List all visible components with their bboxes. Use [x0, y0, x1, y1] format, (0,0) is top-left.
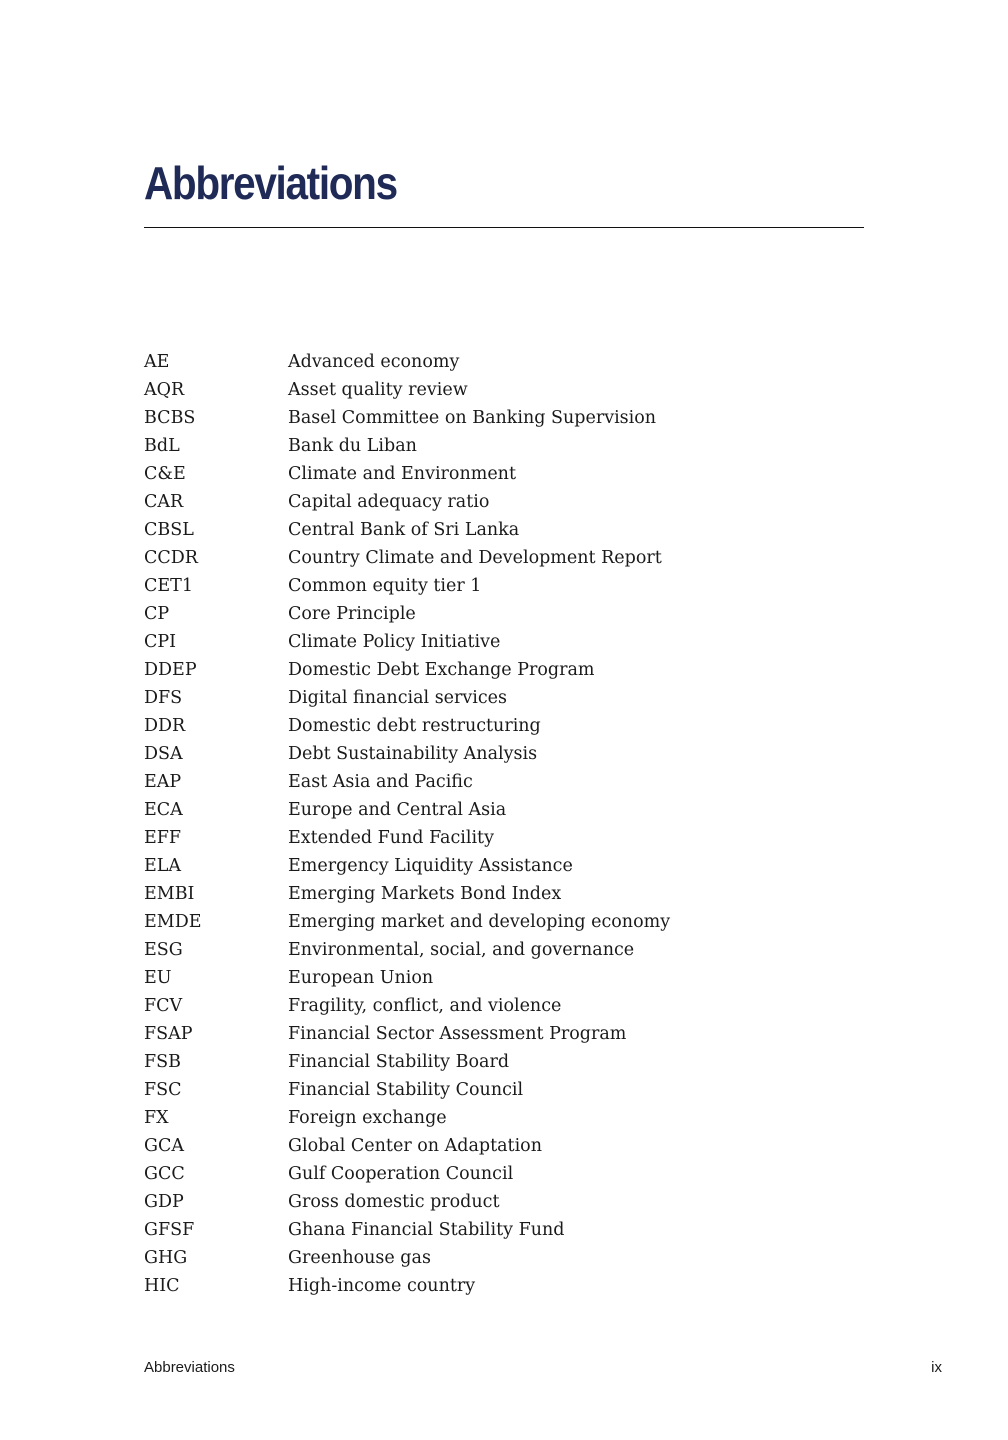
abbreviation-meaning: Capital adequacy ratio	[288, 492, 490, 512]
abbreviation-code: DSA	[144, 744, 183, 764]
page-title: Abbreviations	[144, 157, 397, 209]
abbreviation-code: GCA	[144, 1136, 185, 1156]
abbreviation-row	[144, 516, 864, 544]
abbreviation-row	[144, 824, 864, 852]
abbreviation-code: FSAP	[144, 1024, 193, 1044]
abbreviation-row	[144, 880, 864, 908]
abbreviation-meaning: Emergency Liquidity Assistance	[288, 856, 573, 876]
abbreviation-code: HIC	[144, 1276, 180, 1296]
abbreviation-row	[144, 348, 864, 376]
abbreviation-code: FCV	[144, 996, 183, 1016]
abbreviation-meaning: Extended Fund Facility	[288, 828, 494, 848]
abbreviation-code: GDP	[144, 1192, 184, 1212]
abbreviation-code: FSB	[144, 1052, 181, 1072]
abbreviation-meaning: Asset quality review	[288, 380, 468, 400]
abbreviation-row	[144, 376, 864, 404]
abbreviation-code: DDEP	[144, 660, 197, 680]
abbreviation-meaning: Digital financial services	[288, 688, 508, 708]
abbreviation-row	[144, 1076, 864, 1104]
abbreviation-meaning: Domestic debt restructuring	[288, 716, 541, 736]
abbreviation-code: CP	[144, 604, 170, 624]
abbreviation-meaning: Common equity tier 1	[288, 576, 482, 596]
title-divider	[144, 227, 864, 228]
abbreviation-row	[144, 460, 864, 488]
abbreviation-row	[144, 1188, 864, 1216]
abbreviation-code: C&E	[144, 464, 186, 484]
abbreviation-row	[144, 852, 864, 880]
abbreviation-meaning: Country Climate and Development Report	[288, 548, 662, 568]
abbreviation-row	[144, 600, 864, 628]
abbreviation-row	[144, 1048, 864, 1076]
abbreviation-meaning: Basel Committee on Banking Supervision	[288, 408, 657, 428]
abbreviation-code: EMBI	[144, 884, 195, 904]
abbreviation-row	[144, 488, 864, 516]
abbreviation-meaning: Core Principle	[288, 604, 416, 624]
abbreviation-meaning: Global Center on Adaptation	[288, 1136, 542, 1156]
abbreviation-code: ESG	[144, 940, 183, 960]
abbreviation-code: GFSF	[144, 1220, 195, 1240]
abbreviation-meaning: Emerging market and developing economy	[288, 912, 671, 932]
abbreviation-meaning: Fragility, conflict, and violence	[288, 996, 562, 1016]
page-number: ix	[931, 1359, 942, 1376]
abbreviation-code: CCDR	[144, 548, 198, 568]
abbreviation-meaning: Financial Stability Council	[288, 1080, 524, 1100]
abbreviation-meaning: High-income country	[288, 1276, 476, 1296]
abbreviation-code: GHG	[144, 1248, 188, 1268]
abbreviation-list	[144, 348, 864, 1300]
abbreviation-row	[144, 432, 864, 460]
abbreviation-code: FSC	[144, 1080, 182, 1100]
abbreviation-code: ELA	[144, 856, 182, 876]
abbreviation-code: FX	[144, 1108, 169, 1128]
abbreviation-row	[144, 964, 864, 992]
abbreviation-meaning: Debt Sustainability Analysis	[288, 744, 538, 764]
abbreviation-code: CET1	[144, 576, 193, 596]
abbreviation-row	[144, 1272, 864, 1300]
abbreviation-meaning: Climate Policy Initiative	[288, 632, 501, 652]
abbreviation-row	[144, 908, 864, 936]
abbreviation-meaning: Domestic Debt Exchange Program	[288, 660, 595, 680]
abbreviation-meaning: Emerging Markets Bond Index	[288, 884, 562, 904]
abbreviation-row	[144, 1132, 864, 1160]
abbreviation-meaning: Europe and Central Asia	[288, 800, 507, 820]
abbreviation-meaning: Advanced economy	[288, 352, 460, 372]
abbreviation-meaning: Environmental, social, and governance	[288, 940, 635, 960]
abbreviation-row	[144, 572, 864, 600]
abbreviation-row	[144, 768, 864, 796]
abbreviation-code: GCC	[144, 1164, 185, 1184]
abbreviation-row	[144, 1104, 864, 1132]
abbreviation-code: DFS	[144, 688, 183, 708]
abbreviation-row	[144, 992, 864, 1020]
abbreviation-code: BCBS	[144, 408, 196, 428]
abbreviation-row	[144, 544, 864, 572]
abbreviation-meaning: Ghana Financial Stability Fund	[288, 1220, 565, 1240]
abbreviation-meaning: Financial Stability Board	[288, 1052, 510, 1072]
abbreviation-meaning: Gulf Cooperation Council	[288, 1164, 514, 1184]
abbreviation-meaning: European Union	[288, 968, 434, 988]
abbreviation-code: AE	[144, 352, 170, 372]
abbreviation-meaning: Gross domestic product	[288, 1192, 500, 1212]
abbreviation-meaning: Bank du Liban	[288, 436, 417, 456]
abbreviation-row	[144, 740, 864, 768]
abbreviation-row	[144, 656, 864, 684]
abbreviation-row	[144, 1160, 864, 1188]
abbreviation-code: AQR	[144, 380, 185, 400]
abbreviation-code: EAP	[144, 772, 182, 792]
abbreviation-code: EU	[144, 968, 172, 988]
footer-section-label: Abbreviations	[144, 1359, 235, 1376]
abbreviation-row	[144, 796, 864, 824]
abbreviation-meaning: Climate and Environment	[288, 464, 516, 484]
abbreviation-row	[144, 628, 864, 656]
abbreviation-row	[144, 936, 864, 964]
abbreviation-row	[144, 1216, 864, 1244]
abbreviation-meaning: Financial Sector Assessment Program	[288, 1024, 627, 1044]
abbreviation-code: CAR	[144, 492, 184, 512]
abbreviation-meaning: Greenhouse gas	[288, 1248, 431, 1268]
abbreviation-code: EFF	[144, 828, 182, 848]
abbreviation-code: CPI	[144, 632, 177, 652]
abbreviation-code: EMDE	[144, 912, 202, 932]
abbreviation-code: ECA	[144, 800, 183, 820]
abbreviation-row	[144, 712, 864, 740]
abbreviation-code: BdL	[144, 436, 180, 456]
abbreviation-row	[144, 404, 864, 432]
abbreviation-row	[144, 1244, 864, 1272]
abbreviation-row	[144, 684, 864, 712]
abbreviation-meaning: Central Bank of Sri Lanka	[288, 520, 520, 540]
abbreviation-code: DDR	[144, 716, 186, 736]
abbreviation-meaning: East Asia and Pacific	[288, 772, 473, 792]
abbreviation-row	[144, 1020, 864, 1048]
abbreviation-meaning: Foreign exchange	[288, 1108, 447, 1128]
abbreviation-code: CBSL	[144, 520, 194, 540]
